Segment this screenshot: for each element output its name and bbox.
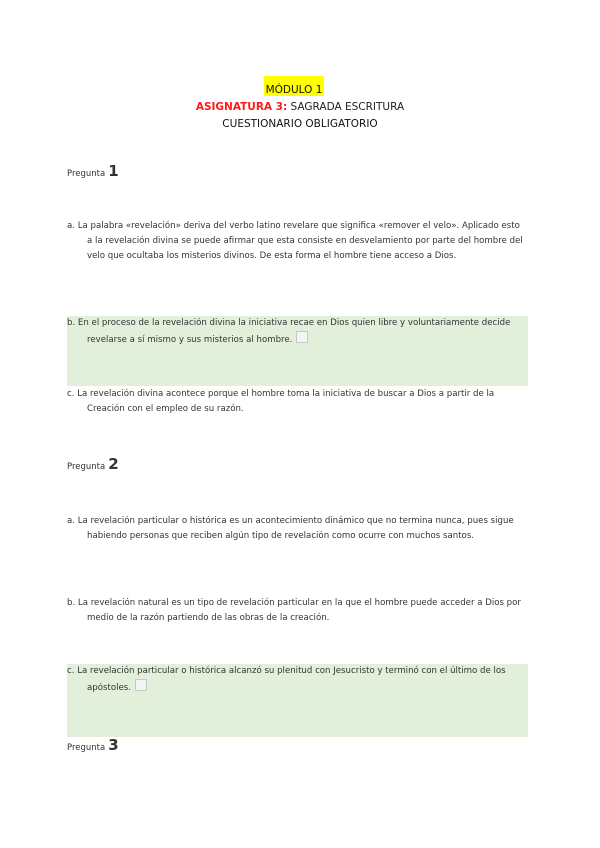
option-text: c. La revelación divina acontece porque el hombre toma la iniciativa de buscar a Dios a partir de la Creación con el empleo de su razón. bbox=[67, 389, 495, 415]
answer-option-2b[interactable] bbox=[67, 596, 528, 626]
option-text: a. La palabra «revelación» deriva del verbo latino revelare que significa «remover el velo». Aplicado esto a la revelación divina se puede afirmar que esta consiste en desvelamiento por parte del hombre del velo que ocultaba los misterios divinos. De esta forma el hombre tiene acceso a Dios. bbox=[67, 221, 523, 262]
subject-line bbox=[0, 100, 600, 114]
option-text: c. La revelación particular o histórica alcanzó su plenitud con Jesucristo y terminó con el último de los apóstoles. bbox=[67, 666, 506, 694]
question-heading-2 bbox=[67, 455, 119, 473]
answer-option-1b-selected[interactable] bbox=[67, 316, 528, 386]
answer-option-2c-selected[interactable] bbox=[67, 664, 528, 737]
question-heading-1 bbox=[67, 162, 119, 180]
checkbox-icon[interactable] bbox=[135, 679, 147, 691]
option-text: a. La revelación particular o histórica es un acontecimiento dinámico que no termina nunca, pues sigue habiendo personas que reciben algún tipo de revelación como ocurre con muchos santos. bbox=[67, 516, 514, 542]
checkbox-icon[interactable] bbox=[296, 331, 308, 343]
answer-option-1c[interactable] bbox=[67, 387, 528, 417]
subject-name: SAGRADA ESCRITURA bbox=[290, 101, 405, 113]
answer-option-2a[interactable] bbox=[67, 514, 528, 544]
question-label: Pregunta bbox=[67, 169, 106, 179]
option-text: b. En el proceso de la revelación divina la iniciativa recae en Dios quien libre y voluntariamente decide revelarse a sí mismo y sus misterios al hombre. bbox=[67, 318, 511, 346]
question-number: 2 bbox=[108, 455, 119, 473]
question-number: 3 bbox=[108, 736, 119, 754]
question-label: Pregunta bbox=[67, 743, 106, 753]
question-number: 1 bbox=[108, 162, 119, 180]
answer-option-1a[interactable] bbox=[67, 219, 528, 265]
subject-label: ASIGNATURA 3: bbox=[195, 101, 288, 113]
question-label: Pregunta bbox=[67, 462, 106, 472]
module-title: MÓDULO 1 bbox=[264, 76, 324, 96]
question-heading-3 bbox=[67, 736, 119, 754]
option-text: b. La revelación natural es un tipo de revelación particular en la que el hombre puede acceder a Dios por medio de la razón partiendo de las obras de la creación. bbox=[67, 598, 521, 624]
quiz-subtitle: CUESTIONARIO OBLIGATORIO bbox=[222, 118, 378, 130]
